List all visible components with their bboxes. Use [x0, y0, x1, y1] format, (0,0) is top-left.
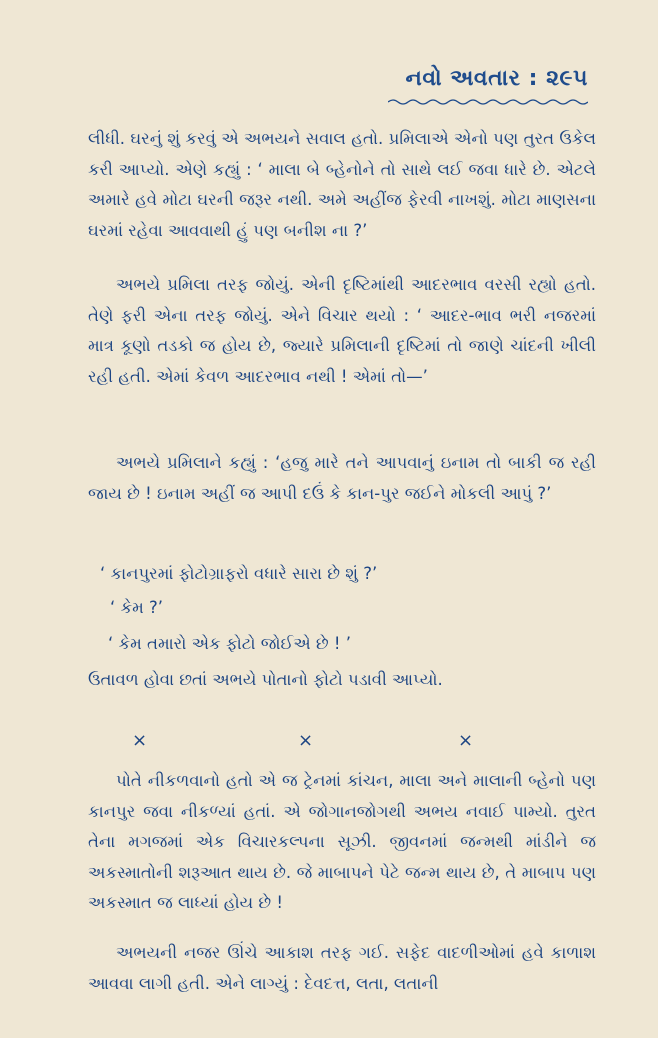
paragraph-6: અભયની નજર ઊંચે આકાશ તરફ ગઈ. સફેદ વાદળીઓમાં હવે કાળાશ આવવા લાગી હતી. એને લાગ્યું : દેવદત્ત, લતા, લતાની	[88, 943, 596, 993]
header-wavy-rule	[388, 98, 588, 106]
paragraph-1: લીધી. ઘરનું શું કરવું એ અભયને સવાલ હતો. પ્રમિલાએ એનો પણ તુરત ઉકેલ કરી આપ્યો. એણે કહ્યું : ‘ માલા બે બ્હેનોને તો સાથે લઈ જવા ધારે છે. એટલે અમારે હવે મોટા ઘરની જરૂર નથી. અમે અહીંજ ફેરવી નાખશું. મોટા માણસના ઘરમાં રહેવા આવવાથી હું પણ બનીશ ના ?’	[88, 129, 596, 240]
separator-mark: ×	[298, 730, 314, 751]
dialogue-line-1: ‘ કાનપુરમાં ફોટોગ્રાફરો વધારે સારા છે શું ?’	[100, 564, 378, 583]
separator-mark: ×	[458, 730, 474, 751]
running-header: નવો અવતાર : ૨૯૫	[405, 66, 588, 91]
paragraph-4: ઉતાવળ હોવા છતાં અભયે પોતાનો ફોટો પડાવી આપ્યો.	[88, 670, 443, 689]
dialogue-line-2: ‘ કેમ ?’	[110, 598, 164, 617]
section-separator	[0, 730, 658, 760]
paragraph-5: પોતે નીકળવાનો હતો એ જ ટ્રેનમાં કાંચન, માલા અને માલાની બ્હેનો પણ કાનપુર જવા નીકળ્યાં હતાં. એ જોગાનજોગથી અભય નવાઈ પામ્યો. તુરત તેના મગજમાં એક વિચારકલ્પના સૂઝી. જીવનમાં જન્મથી માંડીને જ અકસ્માતોની શરૂઆત થાય છે. જે માબાપને પેટે જન્મ થાય છે, તે માબાપ પણ અકસ્માત જ લાધ્યાં હોય છે !	[88, 771, 596, 912]
dialogue-line-3: ‘ કેમ તમારો એક ફોટો જોઈએ છે ! ’	[108, 634, 351, 653]
separator-mark: ×	[132, 730, 148, 751]
paragraph-2: અભયે પ્રમિલા તરફ જોયું. એની દૃષ્ટિમાંથી આદરભાવ વરસી રહ્યો હતો. તેણે ફરી એના તરફ જોયું. એને વિચાર થયો : ‘ આદર-ભાવ ભરી નજરમાં માત્ર કૂણો તડકો જ હોય છે, જ્યારે પ્રમિલાની દૃષ્ટિમાં તો જાણે ચાંદની ખીલી રહી હતી. એમાં કેવળ આદરભાવ નથી ! એમાં તો—’	[88, 275, 596, 386]
paragraph-3: અભયે પ્રમિલાને કહ્યું : ‘હજુ મારે તને આપવાનું ઇનામ તો બાકી જ રહી જાય છે ! ઇનામ અહીં જ આપી દઉં કે કાન-પુર જઈને મોકલી આપું ?’	[88, 453, 596, 503]
